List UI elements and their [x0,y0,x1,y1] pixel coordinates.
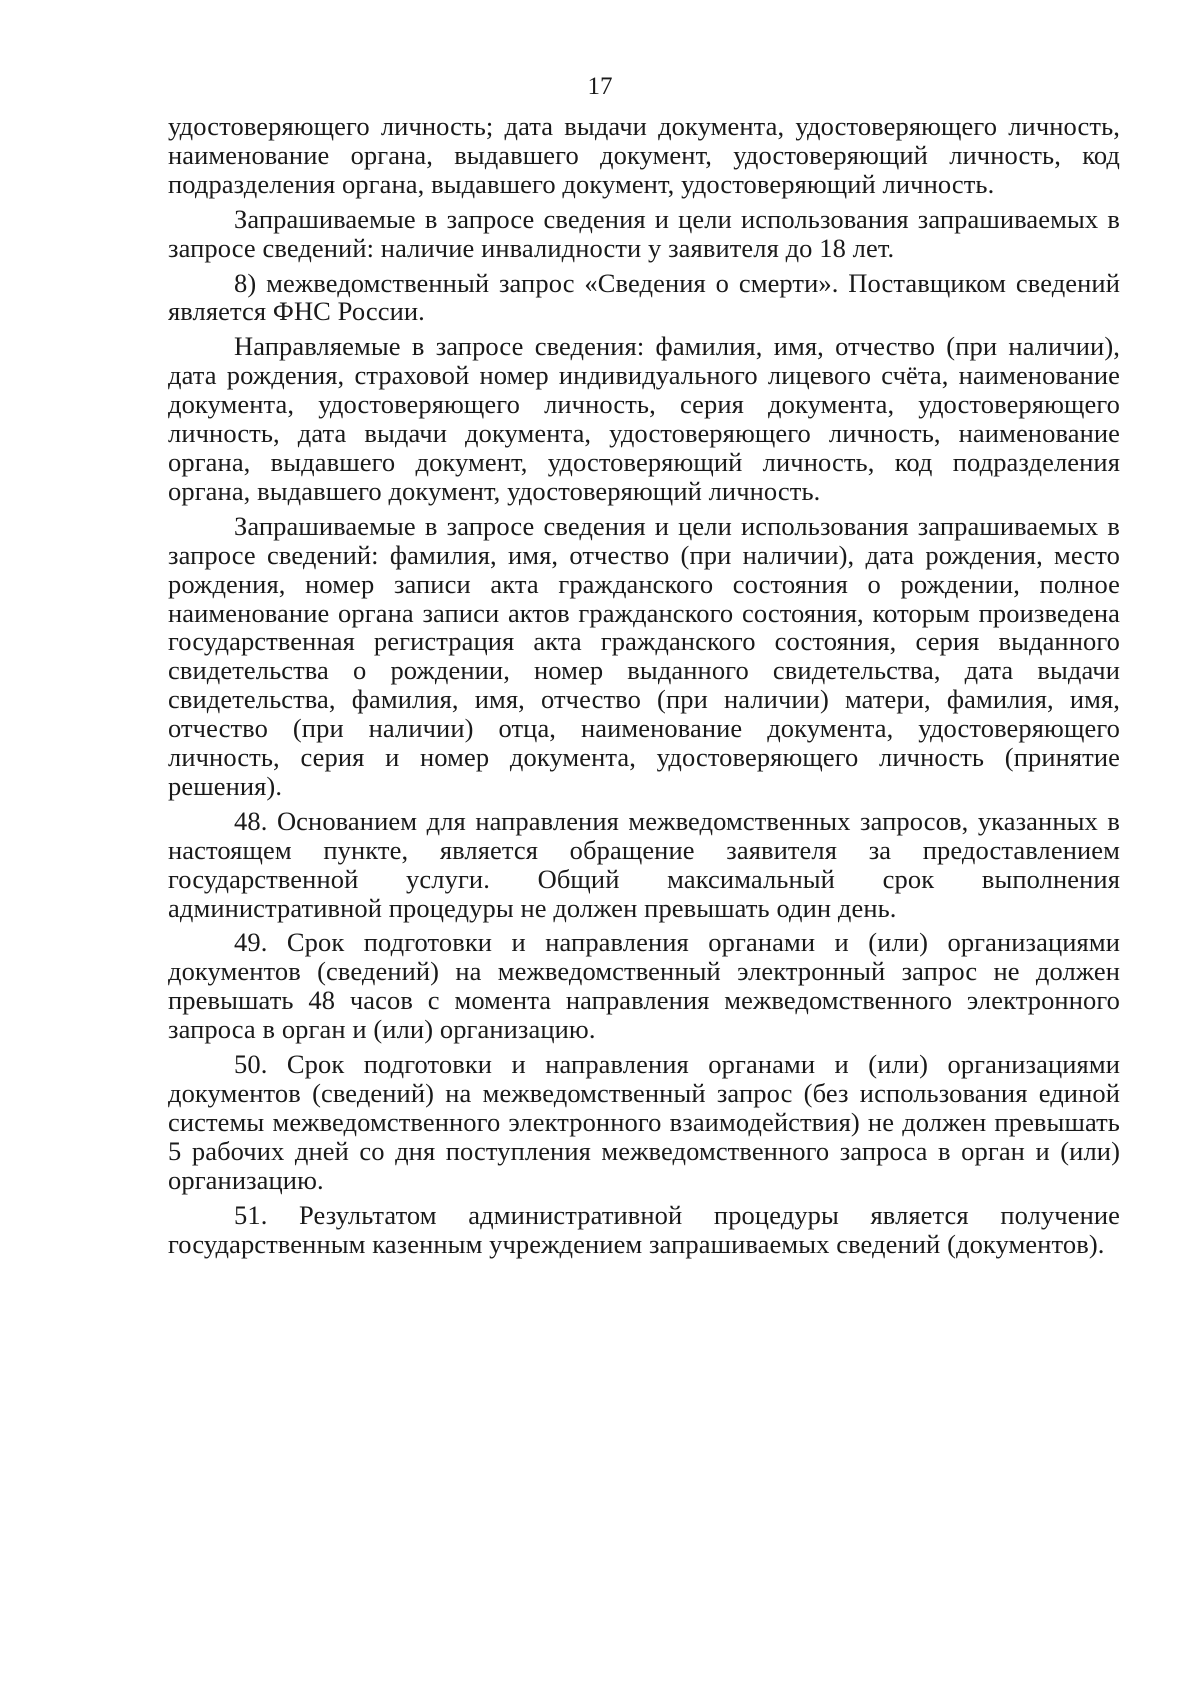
page-number: 17 [587,73,613,100]
paragraph-requested-info-birth: Запрашиваемые в запросе сведения и цели использования запрашиваемых в запросе сведений: фамилия, имя, отчество (при наличии), дата рождения, место рождения, номер записи акта гражданского состояния о рождении, полное наименование органа записи актов гражданского состояния, которым произведена государственная регистрация акта гражданского состояния, серия выданного свидетельства о рождении, номер выданного свидетельства, дата выдачи свидетельства, фамилия, имя, отчество (при наличии) матери, фамилия, имя, отчество (при наличии) отца, наименование документа, удостоверяющего личность, серия и номер документа, удостоверяющего личность (принятие решения). [168,510,1120,801]
paragraph-death-request: 8) межведомственный запрос «Сведения о смерти». Поставщиком сведений является ФНС России. [168,267,1120,327]
paragraph-sent-info: Направляемые в запросе сведения: фамилия, имя, отчество (при наличии), дата рождения, страховой номер индивидуального лицевого счёта, наименование документа, удостоверяющего личность, серия документа, удостоверяющего личность, дата выдачи документа, удостоверяющего личность, наименование органа, выдавшего документ, удостоверяющий личность, код подразделения органа, выдавшего документ, удостоверяющий личность. [168,331,1120,506]
paragraph-item-50: 50. Срок подготовки и направления органами и (или) организациями документов (сведений) на межведомственный запрос (без использования единой системы межведомственного электронного взаимодействия) не должен превышать 5 рабочих дней со дня поступления межведомственного запроса в орган и (или) организацию. [168,1049,1120,1195]
paragraph-item-48: 48. Основанием для направления межведомственных запросов, указанных в настоящем пункте, является обращение заявителя за предоставлением государственной услуги. Общий максимальный срок выполнения административной процедуры не должен превышать один день. [168,805,1120,923]
paragraph-item-51: 51. Результатом административной процедуры является получение государственным казенным учреждением запрашиваемых сведений (документов). [168,1199,1120,1259]
paragraph-item-49: 49. Срок подготовки и направления органами и (или) организациями документов (сведений) на межведомственный электронный запрос не должен превышать 48 часов с момента направления межведомственного электронного запроса в орган и (или) организацию. [168,927,1120,1045]
paragraph-requested-info-disability: Запрашиваемые в запросе сведения и цели использования запрашиваемых в запросе сведений: наличие инвалидности у заявителя до 18 лет. [168,203,1120,263]
paragraph-continuation: удостоверяющего личность; дата выдачи документа, удостоверяющего личность, наименование органа, выдавшего документ, удостоверяющий личность, код подразделения органа, выдавшего документ, удостоверяющий личность. [168,111,1120,199]
document-body [168,112,1120,1264]
